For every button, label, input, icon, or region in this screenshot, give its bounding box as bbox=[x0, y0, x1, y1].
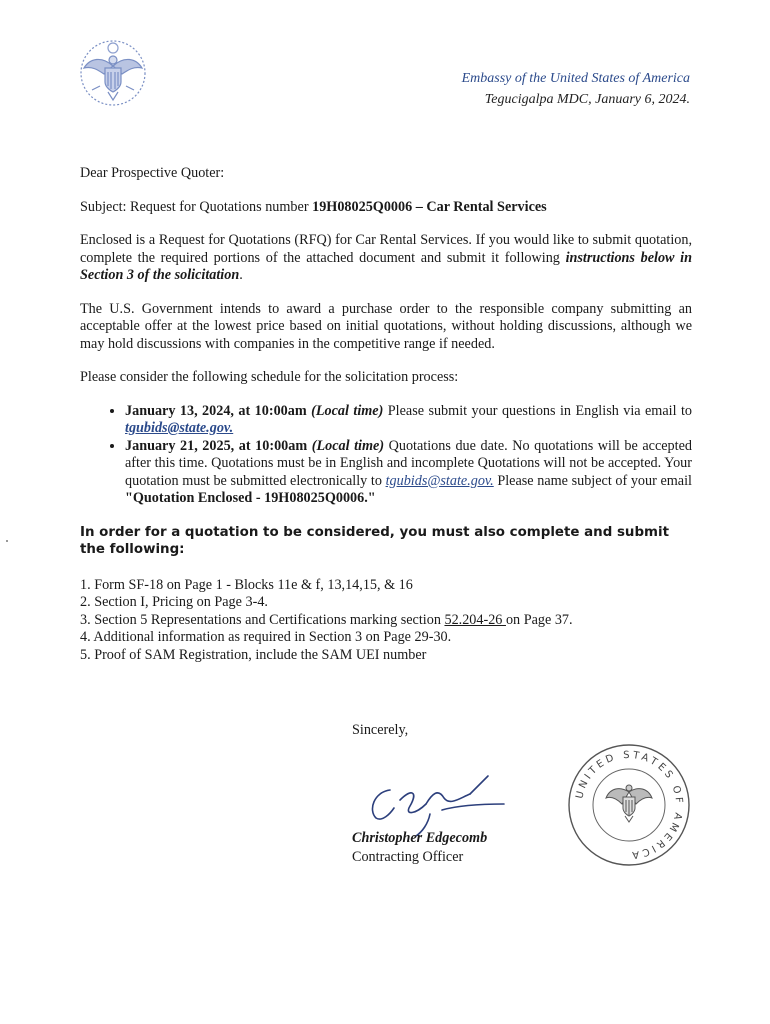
schedule-date: January 13, 2024, at 10:00am bbox=[125, 402, 307, 419]
signer-name: Christopher Edgecomb bbox=[352, 830, 488, 846]
requirement-item: 1. Form SF-18 on Page 1 - Blocks 11e & f, 13,14,15, & 16 bbox=[80, 576, 413, 593]
requirement-item: 5. Proof of SAM Registration, include the SAM UEI number bbox=[80, 646, 427, 663]
requirement-item-text: 3. Section 5 Representations and Certifications marking section bbox=[80, 611, 445, 628]
schedule-text: Quotations due date. No quotations will be accepted after this time. Quotations must be in English and incomplete Quotations will not be accepted. Your quotation must be submitted electronically to bbox=[125, 437, 692, 489]
schedule-time-note: (Local time) bbox=[311, 402, 384, 419]
email-link[interactable]: tgubids@state.gov. bbox=[125, 420, 234, 436]
paragraph-enclosed-end: . bbox=[239, 267, 243, 283]
official-seal-stamp bbox=[566, 742, 692, 868]
letterhead bbox=[462, 68, 690, 110]
closing: Sincerely, bbox=[352, 722, 409, 738]
signer-title: Contracting Officer bbox=[352, 849, 464, 865]
requirement-item-text: on Page 37. bbox=[505, 611, 573, 628]
letter-body bbox=[80, 165, 692, 664]
paragraph-enclosed-text: Enclosed is a Request for Quotations (RFQ) for Car Rental Services. If you would like to submit quotation, complete the required portions of the attached document and submit it following bbox=[80, 232, 692, 266]
email-subject-quote: "Quotation Enclosed - 19H08025Q0006." bbox=[125, 490, 376, 506]
requirement-item bbox=[80, 612, 692, 630]
paragraph-award: The U.S. Government intends to award a purchase order to the responsible company submitting an acceptable offer at the lowest price based on initial quotations, without holding discussions, although we may hold discussions with companies in the competitive range if needed. bbox=[80, 300, 692, 352]
subject-line bbox=[80, 199, 692, 217]
embassy-name: Embassy of the United States of America bbox=[461, 71, 690, 86]
schedule-item-questions bbox=[125, 403, 692, 438]
schedule-date: January 21, 2025, at 10:00am bbox=[125, 437, 308, 454]
requirement-item: 4. Additional information as required in Section 3 on Page 29-30. bbox=[80, 629, 452, 646]
subject-rfq-number: 19H08025Q0006 – Car Rental Services bbox=[312, 198, 547, 215]
great-seal-logo bbox=[78, 38, 148, 108]
schedule-text: Please submit your questions in English via email to bbox=[383, 402, 692, 419]
requirement-section-ref: 52.204-26 bbox=[444, 611, 506, 628]
email-link[interactable]: tgubids@state.gov. bbox=[385, 472, 494, 489]
schedule-time-note: (Local time) bbox=[311, 437, 385, 454]
seal-text: UNITED STATES OF AMERICA bbox=[574, 749, 685, 861]
scan-speck bbox=[6, 540, 8, 542]
requirements-heading: In order for a quotation to be considered, you must also complete and submit the following: bbox=[80, 524, 669, 557]
schedule-text-2: Please name subject of your email bbox=[493, 472, 692, 489]
paragraph-enclosed-emphasis: instructions below in Section 3 of the solicitation bbox=[80, 249, 692, 283]
subject-prefix: Subject: Request for Quotations number bbox=[80, 198, 313, 215]
requirement-item: 2. Section I, Pricing on Page 3-4. bbox=[80, 594, 268, 611]
schedule-item-due-date bbox=[125, 438, 692, 508]
paragraph-schedule-intro: Please consider the following schedule for the solicitation process: bbox=[80, 369, 459, 385]
schedule-list bbox=[80, 403, 692, 508]
greeting: Dear Prospective Quoter: bbox=[80, 165, 225, 181]
place-and-date: Tegucigalpa MDC, January 6, 2024. bbox=[484, 92, 690, 107]
paragraph-enclosed bbox=[80, 232, 692, 285]
